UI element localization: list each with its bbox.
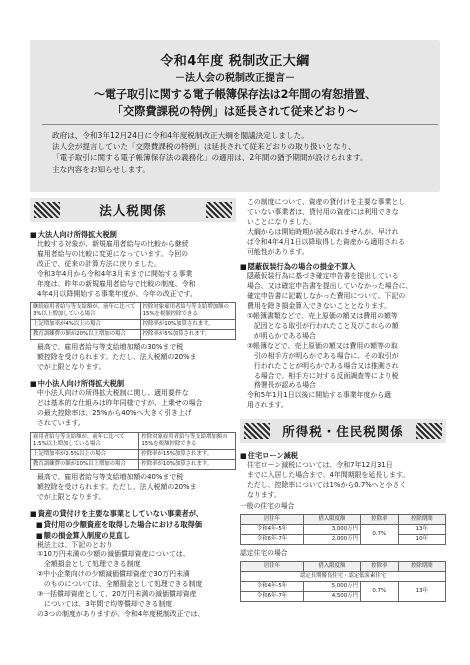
text-line: 額控除を受けられます。ただし、法人税額の20%ま <box>37 482 197 491</box>
subsection-heading: ■ 資産の貸付けを主要な事業としていない事業者が、 <box>30 508 236 519</box>
text-line: 場合、又は確定申告書を提出していなかった場合に、 <box>247 282 413 291</box>
subsection-heading-cont <box>30 519 236 530</box>
text-line: ①帳簿書類などで、売上原価の額又は費用の額等 <box>247 312 398 321</box>
table-row <box>31 432 236 449</box>
headline-line-1: ～電子取引に関する電子帳簿保存法は2年間の宥恕措置、 <box>93 88 377 101</box>
subsection-body <box>30 541 236 620</box>
text-line: 比較する対象が、新規雇用者給与の比較から継続 <box>37 240 189 248</box>
tax-credit-table-small <box>30 432 236 470</box>
housing-loan-certified-table <box>240 561 446 602</box>
text-line: 行われたことが明らかである場合又は推測され <box>247 361 399 370</box>
page-title: 令和4年度 税制改正大綱 <box>160 54 310 69</box>
table-header-row <box>241 561 446 571</box>
tax-credit-table-large <box>30 302 236 340</box>
text-line: ていない事業者は、貸付用の資産には利用できな <box>247 207 399 216</box>
subsection-body <box>240 461 446 501</box>
text-line: の3つの制度がありますが、令和4年度税制改正では、 <box>37 609 205 618</box>
table-cell: 控除対象雇用者給与等支給増加額の15%を税額控除できる <box>140 303 235 320</box>
table-cell: 令和6年-7年 <box>241 534 304 544</box>
text-line: の最大控除率は、25%から40%へ大きく引き上げ <box>37 408 192 417</box>
housing-loan-general-table <box>240 514 446 545</box>
text-line: 隠蔽仮装行為に基づき確定申告書を提出している <box>247 272 399 281</box>
table-cell: 令和4年-5年 <box>241 581 304 591</box>
subsection-heading-cont <box>30 530 236 541</box>
header-divider <box>42 124 438 125</box>
table-header-cell: 居住年 <box>241 514 304 524</box>
text-line: ば令和4年4月1日以降取得した資産から適用される <box>247 237 405 246</box>
text-line: ③一括償却資産として、20万円未満の減価償却資産 <box>37 590 197 599</box>
table-cell: 控除対象雇用者給与等支給増加額の15%を税額控除できる <box>139 432 236 449</box>
table-header-cell: 居住年 <box>241 561 304 571</box>
table-cell: 13年 <box>398 524 445 534</box>
text-line: 雇用者給与の比較に変更になっています。今回の <box>37 249 189 258</box>
text-line: 令和3年4月から令和4年3月末までに開始する事業 <box>37 269 193 278</box>
text-line: されています。 <box>37 418 85 427</box>
text-line: 最高で、雇用者給与等支給増加額の40%まで税 <box>37 472 184 481</box>
table-subheader-row <box>241 571 446 581</box>
table-header-row <box>241 514 446 524</box>
text-line: については、3年間で均等償却できる制度 <box>37 599 173 608</box>
subsection-body <box>240 272 446 411</box>
table-cell: 3,000万円 <box>303 524 360 534</box>
text-line: 引の相手方が明らかである場合に、その取引が <box>247 351 399 360</box>
text-line: いことになりました。 <box>247 217 316 226</box>
table-cell: 10年 <box>398 534 445 544</box>
headline-line-2: 「交際費課税の特例」は延長されて従来どおり～ <box>111 105 359 118</box>
table-cell: 控除率が10%加算されます。 <box>140 320 235 330</box>
table-row <box>31 459 236 469</box>
table-row <box>31 330 236 340</box>
header-body-line: 法人会が提言していた「交際費課税の特例」は延長されて従来どおりの取り扱いとなり、 <box>52 142 356 152</box>
table-row <box>241 581 446 591</box>
subsection-heading: ■ 隠蔽仮装行為の場合の損金不算入 <box>240 261 446 272</box>
text-line: 務署長が認める場合 <box>247 381 316 390</box>
table-header-cell: 控除率 <box>360 514 398 524</box>
table-cell: 0.7% <box>360 581 398 601</box>
subsection-heading: ■ 中小法人向け所得拡大税制 <box>30 378 236 389</box>
text-line: ただし、控除率については1%から0.7%へと小さく <box>247 480 407 489</box>
table-row <box>31 320 236 330</box>
text-line: 最高で、雇用者給与等支給増加額の30%まで税 <box>37 343 184 352</box>
table-cell: 令和4年-5年 <box>241 524 304 534</box>
text-line: 年度は、昨年の新規雇用者給与で比較の制度、令和 <box>37 279 196 288</box>
table-cell: 2,000万円 <box>303 534 360 544</box>
table-header-cell: 借入限度額 <box>303 514 360 524</box>
text-line: でが上限となります。 <box>37 492 106 501</box>
table-cell: 控除率が15%加算されます。 <box>139 449 236 459</box>
text-line: なります。 <box>247 490 281 499</box>
text-line: 記因となる取引が行われたこと及びこれらの額 <box>247 321 399 330</box>
text-line: 改正で、従来の計算方法に戻りました。 <box>37 259 161 268</box>
continued-text <box>240 198 446 257</box>
page-subtitle: －法人会の税制改正提言－ <box>175 73 295 84</box>
table-header-cell: 控除率 <box>360 561 398 571</box>
text-line: 用されます。 <box>247 401 288 410</box>
subsection-heading: ■ 住宅ローン減税 <box>240 450 446 461</box>
text-line: 可能性があります。 <box>247 247 309 256</box>
table-cell: 控除率が10%加算されます。 <box>139 459 236 469</box>
text-line: 中小法人向けの所得拡大税制に関し、適用要件な <box>37 389 189 398</box>
header-body-line: 政府は、令和3年12月24日に令和4年度税制改正大綱を閣議決定しました。 <box>52 131 309 140</box>
text-line: 確定申告書に記載しなかった費用について、下記の <box>247 292 406 301</box>
table-row <box>241 534 446 544</box>
header-body-line: 「電子取引に関する電子帳簿保存法の義務化」の適用は、2年間の猶予期間が設けられます。 <box>52 153 368 163</box>
text-line: 全額損金として処理できる制度 <box>37 560 141 569</box>
table-header-cell: 控除期間 <box>398 561 445 571</box>
table-cell: 継続雇用者給与等支給額が、前年に比べて3%以上増加している場合 <box>31 303 141 320</box>
text-line: のものについては、全額損金として処理できる制度 <box>37 580 203 589</box>
text-line: る場合で、相手方に対する反面調査等により税 <box>247 371 399 380</box>
text-line: この制度について、資産の貸付けを主要な事業とし <box>247 198 406 206</box>
section-title: 所得税・住民税関係 <box>282 424 404 440</box>
text-line: 大綱からは開始時期が読み取れませんが、早けれ <box>247 227 399 236</box>
table-cell: 5,000万円 <box>303 581 360 591</box>
table-cell: 4,500万円 <box>303 591 360 601</box>
section-banner-corporate-tax <box>30 198 236 222</box>
table-row <box>31 303 236 320</box>
table-row <box>241 524 446 534</box>
section-title: 法人税関係 <box>99 203 167 218</box>
table-label-certified: 認定住宅の場合 <box>240 548 288 557</box>
heading-line: 額の損金算入制度の見直し <box>43 530 131 540</box>
header-box <box>30 40 440 192</box>
subsection-note <box>30 343 236 373</box>
text-line: ②帳簿などで、売上原価の額又は費用の額等の取 <box>247 341 398 350</box>
text-line: 住宅ローン減税については、令和7年12月31日 <box>247 461 393 470</box>
table-cell: 13年 <box>398 581 445 601</box>
table-header-cell: 控除期間 <box>398 514 445 524</box>
left-column <box>30 198 236 620</box>
text-line: どは基本的な仕組みは昨年同様ですが、上乗せの場合 <box>37 399 203 408</box>
header-body <box>52 130 432 175</box>
text-line: 令和5年1月1日以後に開始する事業年度から適 <box>247 391 392 400</box>
subsection-note <box>30 473 236 503</box>
text-line: 費用を除き損金算入できないこととなります。 <box>247 302 392 311</box>
table-cell: 教育訓練費の額が10%以上増加の場合 <box>31 459 139 469</box>
text-line: ②中小企業向けの少額減価償却資産で30万円未満 <box>37 570 190 579</box>
table-cell: 0.7% <box>360 524 398 544</box>
section-banner-income-tax <box>240 419 446 443</box>
text-line: ①10万円未満の少額の減価償却資産については、 <box>37 550 190 559</box>
text-line: 税法上は、下記のとおり <box>37 540 113 549</box>
text-line: までに入居した場合まで、4年間期限を延長します。 <box>247 471 410 480</box>
table-cell: 雇用者給与等支給額が、前年に比べて1.5%以上増加している場合 <box>31 432 139 449</box>
table-cell: 教育訓練費の額が20%以上増加の場合 <box>31 330 141 340</box>
header-body-line: 主な内容をお知らせします。 <box>52 164 150 174</box>
text-line: 4年4月以降開始する事業年度が、今年の改正です。 <box>37 289 197 298</box>
right-column <box>240 198 446 605</box>
subsection-body <box>30 389 236 429</box>
table-cell: 上記増加率が2.5%以上の場合 <box>31 449 139 459</box>
table-cell: 上記増加率が4%以上の場合 <box>31 320 141 330</box>
table-row <box>31 449 236 459</box>
subsection-body <box>30 240 236 299</box>
table-cell: 控除率が5%加算されます。 <box>140 330 235 340</box>
text-line: が明らかである場合 <box>247 331 316 340</box>
text-line: でが上限となります。 <box>37 363 106 372</box>
table-header-cell: 借入限度額 <box>303 561 360 571</box>
heading-line: 貸付用の少額資産を取得した場合における取得価 <box>43 519 202 529</box>
subsection-heading: ■ 大法人向け所得拡大税制 <box>30 229 236 240</box>
table-cell: 認定長期優良住宅・認定低炭素住宅 <box>241 571 446 581</box>
text-line: 額控除を受けられます。ただし、法人税額の20%ま <box>37 353 197 362</box>
table-cell: 令和6年-7年 <box>241 591 304 601</box>
table-label-general: 一般の住宅の場合 <box>240 501 295 510</box>
